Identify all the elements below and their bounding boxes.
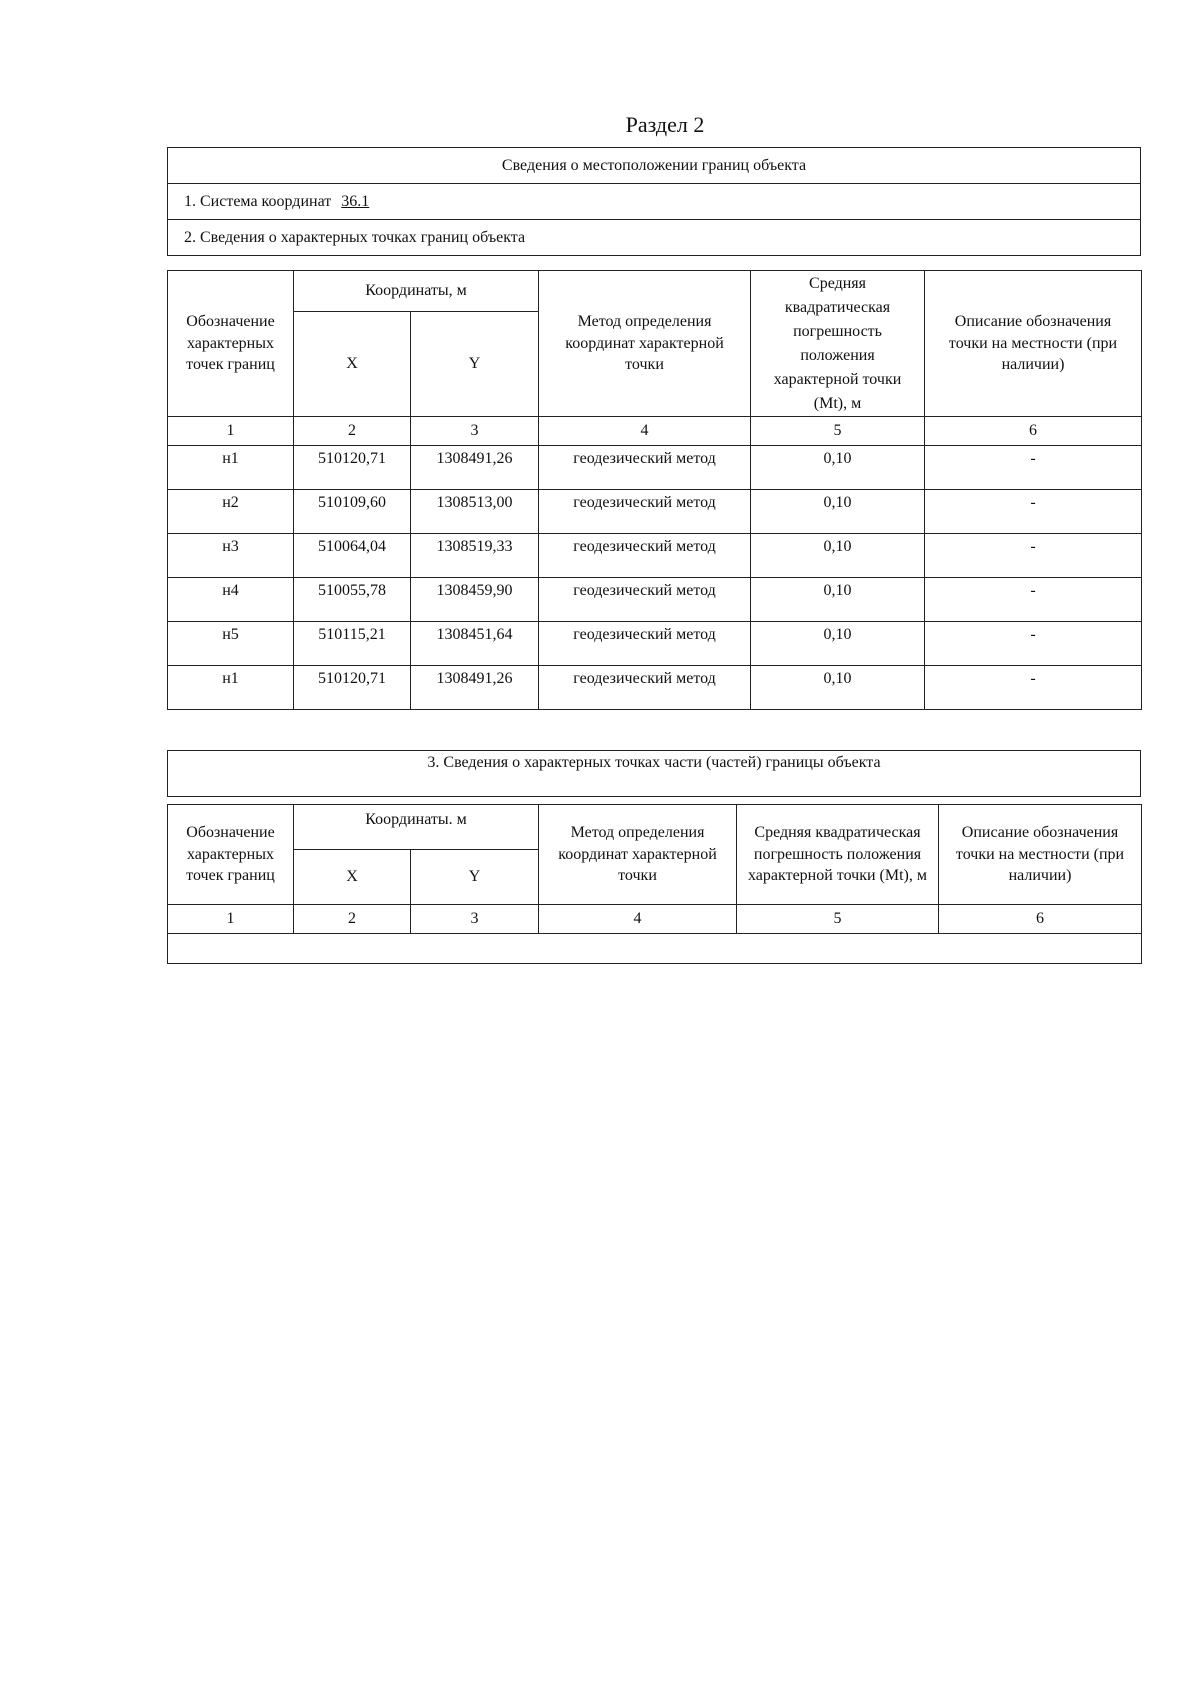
col-x-header: X [294, 312, 411, 417]
table-row [168, 666, 1142, 710]
col-desc-header: Описание обозначения точки на местности (при наличии) [939, 805, 1142, 905]
y-value: 1308459,90 [411, 578, 539, 622]
y-value: 1308451,64 [411, 622, 539, 666]
error-value: 0,10 [751, 622, 925, 666]
error-value: 0,10 [751, 666, 925, 710]
points-table [167, 270, 1142, 710]
col-method-header: Метод определения координат характерной точки [539, 271, 751, 417]
location-info-table [167, 147, 1141, 256]
error-value: 0,10 [751, 534, 925, 578]
y-value: 1308491,26 [411, 666, 539, 710]
col-number: 2 [294, 905, 411, 934]
point-name: н1 [168, 446, 294, 490]
col-error-header: Средняя квадратическая погрешность положения характерной точки (Mt), м [737, 805, 939, 905]
point-name: н2 [168, 490, 294, 534]
y-value: 1308513,00 [411, 490, 539, 534]
col-coords-header: Координаты, м [294, 271, 539, 312]
col-number: 4 [539, 417, 751, 446]
col-number: 3 [411, 417, 539, 446]
point-name: н3 [168, 534, 294, 578]
col-number: 4 [539, 905, 737, 934]
col-number: 5 [751, 417, 925, 446]
section3-header: 3. Сведения о характерных точках части (частей) границы объекта [168, 751, 1141, 797]
y-value: 1308519,33 [411, 534, 539, 578]
col-y-header: Y [411, 850, 539, 905]
method-value: геодезический метод [539, 666, 751, 710]
section-title: Раздел 2 [625, 112, 705, 137]
x-value: 510120,71 [294, 666, 411, 710]
y-value: 1308491,26 [411, 446, 539, 490]
col-number: 6 [939, 905, 1142, 934]
table-row [168, 446, 1142, 490]
x-value: 510055,78 [294, 578, 411, 622]
desc-value: - [925, 622, 1142, 666]
table-row [168, 622, 1142, 666]
col-number: 1 [168, 905, 294, 934]
coord-system-value: 36.1 [341, 192, 370, 210]
col-number: 2 [294, 417, 411, 446]
desc-value: - [925, 490, 1142, 534]
desc-value: - [925, 666, 1142, 710]
table-row [168, 578, 1142, 622]
table-row [168, 534, 1142, 578]
method-value: геодезический метод [539, 446, 751, 490]
col-y-header: Y [411, 312, 539, 417]
x-value: 510109,60 [294, 490, 411, 534]
empty-row [168, 934, 1142, 964]
error-value: 0,10 [751, 490, 925, 534]
x-value: 510115,21 [294, 622, 411, 666]
x-value: 510064,04 [294, 534, 411, 578]
col-number: 6 [925, 417, 1142, 446]
point-name: н5 [168, 622, 294, 666]
col-point-header: Обозначение характерных точек границ [168, 805, 294, 905]
method-value: геодезический метод [539, 490, 751, 534]
col-error-header: Средняя квадратическая погрешность положения характерной точки (Mt), м [751, 271, 925, 417]
col-number: 5 [737, 905, 939, 934]
desc-value: - [925, 534, 1142, 578]
point-name: н1 [168, 666, 294, 710]
col-desc-header: Описание обозначения точки на местности (при наличии) [925, 271, 1142, 417]
col-x-header: X [294, 850, 411, 905]
points-header: 2. Сведения о характерных точках границ объекта [168, 220, 1141, 256]
col-method-header: Метод определения координат характерной точки [539, 805, 737, 905]
error-value: 0,10 [751, 446, 925, 490]
desc-value: - [925, 578, 1142, 622]
x-value: 510120,71 [294, 446, 411, 490]
point-name: н4 [168, 578, 294, 622]
col-number: 1 [168, 417, 294, 446]
block-header: Сведения о местоположении границ объекта [168, 148, 1141, 184]
desc-value: - [925, 446, 1142, 490]
col-point-header: Обозначение характерных точек границ [168, 271, 294, 417]
error-value: 0,10 [751, 578, 925, 622]
method-value: геодезический метод [539, 622, 751, 666]
coord-system-label: 1. Система координат [184, 192, 332, 210]
parts-table [167, 804, 1142, 964]
col-coords-header: Координаты. м [294, 805, 539, 850]
table-row [168, 490, 1142, 534]
method-value: геодезический метод [539, 578, 751, 622]
section3-header-table [167, 750, 1141, 797]
col-number: 3 [411, 905, 539, 934]
method-value: геодезический метод [539, 534, 751, 578]
coord-system-row [168, 184, 1141, 220]
